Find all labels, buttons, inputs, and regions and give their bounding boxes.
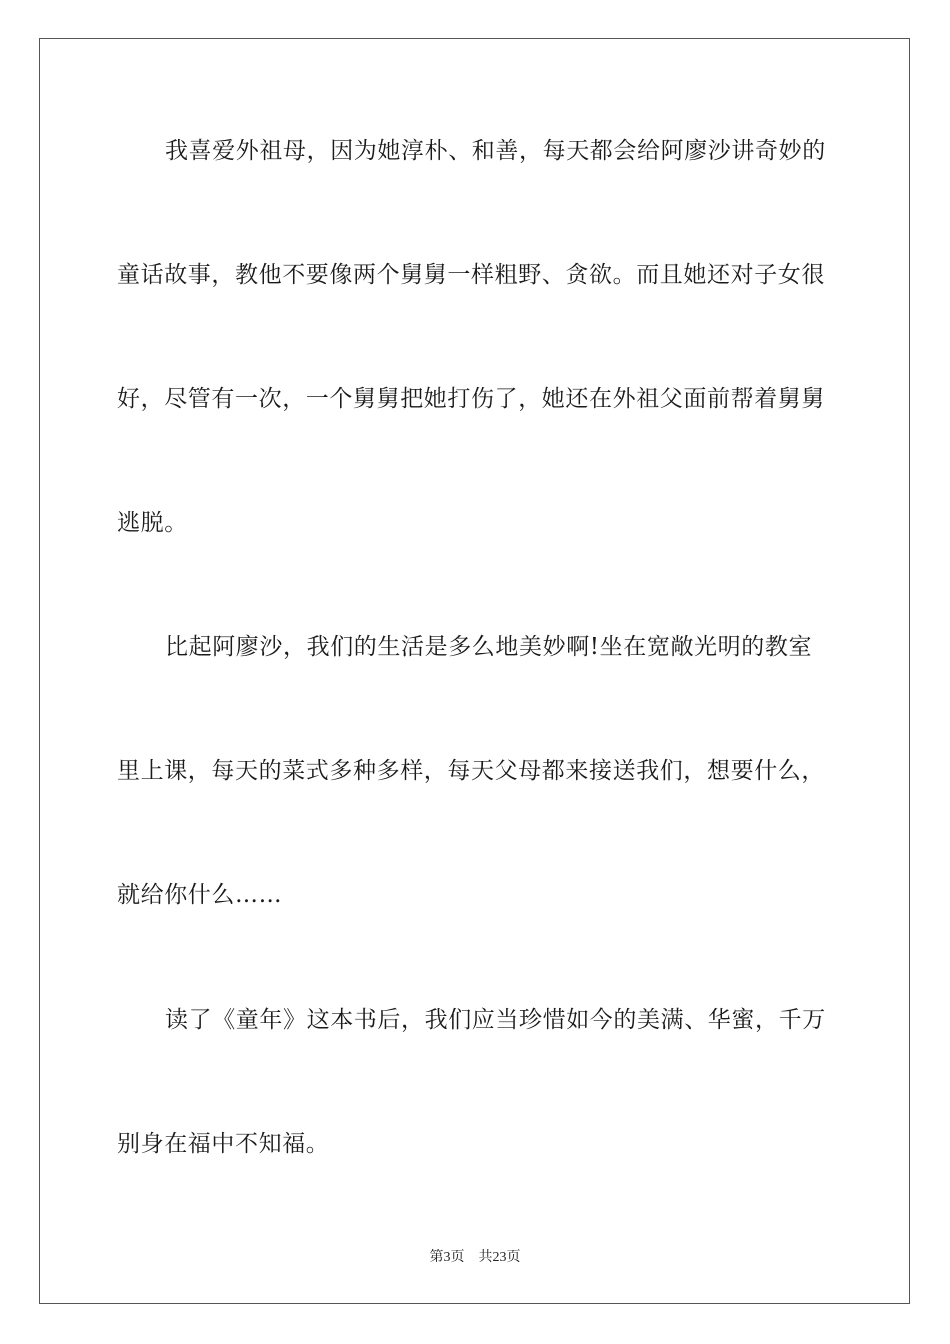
paragraph-1-line-3: 好，尽管有一次，一个舅舅把她打伤了，她还在外祖父面前帮着舅舅 [117, 386, 825, 412]
paragraph-1-line-2: 童话故事，教他不要像两个舅舅一样粗野、贪欲。而且她还对子女很 [117, 262, 825, 288]
paragraph-1-line-1: 我喜爱外祖母，因为她淳朴、和善，每天都会给阿廖沙讲奇妙的 [165, 138, 826, 164]
page-number: 第3页 [429, 1250, 465, 1265]
paragraph-2-line-1: 比起阿廖沙，我们的生活是多么地美妙啊!坐在宽敞光明的教室 [165, 634, 813, 660]
page-footer [0, 1246, 950, 1266]
paragraph-3-line-1: 读了《童年》这本书后，我们应当珍惜如今的美满、华蜜，千万 [165, 1007, 826, 1033]
paragraph-3-line-2: 别身在福中不知福。 [117, 1131, 330, 1157]
page-border [39, 38, 910, 1304]
paragraph-1-line-4: 逃脱。 [117, 510, 188, 536]
total-pages: 共23页 [478, 1250, 521, 1265]
paragraph-2-line-2: 里上课，每天的菜式多种多样，每天父母都来接送我们，想要什么， [117, 758, 825, 784]
paragraph-2-line-3: 就给你什么…… [117, 882, 283, 908]
